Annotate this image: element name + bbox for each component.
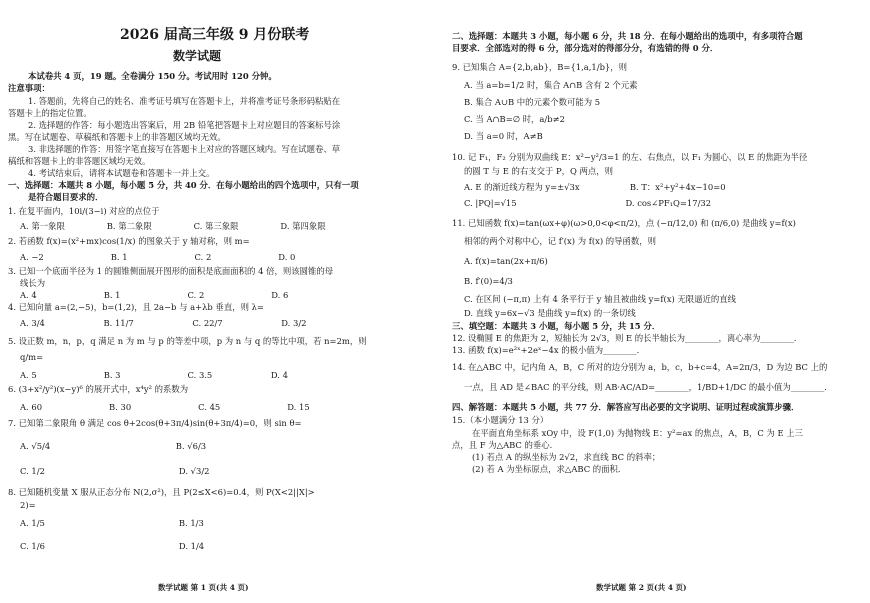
question-10: 10. 记 F₁，F₂ 分别为双曲线 E：x²−y²/3=1 的左、右焦点，以 F₁ 为圆心，以 E 的焦距为半径 (452, 152, 808, 162)
question-10-options-cd: C. |PQ|=√15 D. cos∠PF₁Q=17/32 (464, 198, 712, 208)
question-6-options: A. 60 B. 30 C. 45 D. 15 (20, 402, 310, 412)
question-10-cont: 的圆 T 与 E 的右支交于 P，Q 两点，则 (464, 166, 614, 176)
question-7-options-ab: A. √5/4 B. √6/3 (20, 441, 207, 451)
question-11: 11. 已知函数 f(x)=tan(ωx+φ)(ω>0,0<φ<π/2)，点 (−π/12,0) 和 (π/6,0) 是曲线 y=f(x) (452, 218, 796, 228)
exam-title: 2026 届高三年级 9 月份联考 (120, 27, 310, 43)
question-11-option-b: B. f′(0)=4/3 (464, 276, 513, 286)
question-15-part-1: (1) 若点 A 的纵坐标为 2√2，求直线 BC 的斜率； (472, 452, 661, 462)
question-9-option-d: D. 当 a=0 时，A≠B (464, 131, 543, 141)
question-7-options-cd: C. 1/2 D. √3/2 (20, 466, 210, 476)
question-3-options: A. 4 B. 1 C. 2 D. 6 (20, 290, 289, 300)
question-8-options-ab: A. 1/5 B. 1/3 (20, 518, 204, 528)
question-12: 12. 设椭圆 E 的焦距为 2，短轴长为 2√3，则 E 的长半轴长为________，离心率为________． (452, 333, 803, 343)
question-15: 15.（本小题满分 13 分） (452, 415, 549, 425)
exam-subtitle: 数学试题 (173, 49, 222, 63)
question-10-options-ab: A. E 的渐近线方程为 y=±√3x B. T：x²+y²+4x−10=0 (464, 182, 726, 192)
question-5-cont: q/m= (20, 352, 44, 362)
question-8-options-cd: C. 1/6 D. 1/4 (20, 541, 205, 551)
page-2 (452, 0, 870, 603)
note-line: 3. 非选择题的作答：用签字笔直接写在答题卡上对应的答题区域内。写在试题卷、草 (28, 144, 341, 154)
note-line: 4. 考试结束后，请将本试题卷和答题卡一并上交。 (28, 168, 215, 178)
question-8: 8. 已知随机变量 X 服从正态分布 N(2,σ²)，且 P(2≤X<6)=0.4，则 P(X<2||X|> (8, 487, 315, 497)
question-4-options: A. 3/4 B. 11/7 C. 22/7 D. 3/2 (20, 318, 307, 328)
section-1-heading-cont: 是符合题目要求的． (28, 192, 104, 202)
question-11-option-d: D. 直线 y=6x−√3 是曲线 y=f(x) 的一条切线 (464, 308, 636, 318)
page-footer: 数学试题 第 1 页(共 4 页) (158, 583, 249, 592)
question-5-options: A. 5 B. 3 C. 3.5 D. 4 (20, 370, 288, 380)
question-4: 4. 已知向量 a=(2,−5)，b=(1,2)，且 2a−b 与 a+λb 垂直，则 λ= (8, 302, 264, 312)
question-15-stem-cont: 点，且 F 为△ABC 的垂心． (452, 440, 559, 450)
question-2: 2. 若函数 f(x)=(x²+mx)cos(1/x) 的图象关于 y 轴对称，则 m= (8, 236, 250, 246)
question-9-option-a: A. 当 a=b=1/2 时，集合 A∩B 含有 2 个元素 (464, 80, 638, 90)
question-9-option-b: B. 集合 A∪B 中的元素个数可能为 5 (464, 97, 601, 107)
question-15-part-2: (2) 若 A 为坐标原点，求△ABC 的面积． (472, 464, 627, 474)
section-4-heading: 四、解答题：本题共 5 小题，共 77 分．解答应写出必要的文字说明、证明过程或演算步骤． (452, 402, 800, 412)
question-13: 13. 函数 f(x)=e²ˣ+2eˣ−4x 的极小值为________． (452, 345, 645, 355)
question-9: 9. 已知集合 A={2,b,ab}，B={1,a,1/b}，则 (452, 62, 628, 72)
page-footer: 数学试题 第 2 页(共 4 页) (596, 583, 687, 592)
notes-heading: 注意事项： (8, 83, 50, 93)
question-11-option-a: A. f(x)=tan(2x+π/6) (464, 256, 548, 266)
question-8-cont: 2)= (20, 500, 36, 510)
question-2-options: A. −2 B. 1 C. 2 D. 0 (20, 252, 296, 262)
question-14: 14. 在△ABC 中，记内角 A，B，C 所对的边分别为 a，b，c，b+c=4，A=2π/3，D 为边 BC 上的 (452, 362, 828, 372)
question-9-option-c: C. 当 A∩B=∅ 时，a/b≠2 (464, 114, 565, 124)
note-line: 稿纸和答题卡上的非答题区域均无效。 (8, 156, 151, 166)
note-line: 1. 答题前，先将自己的姓名、准考证号填写在答题卡上，并将准考证号条形码粘贴在 (28, 96, 341, 106)
exam-info: 本试卷共 4 页，19 题。全卷满分 150 分。考试用时 120 分钟。 (28, 71, 277, 81)
section-3-heading: 三、填空题：本题共 3 小题，每小题 5 分，共 15 分． (452, 321, 661, 331)
note-line: 2. 选择题的作答：每小题选出答案后，用 2B 铅笔把答题卡上对应题目的答案标号涂 (28, 120, 341, 130)
question-3-cont: 线长为 (20, 278, 46, 288)
page-1 (8, 0, 428, 603)
question-1-options: A. 第一象限 B. 第二象限 C. 第三象限 D. 第四象限 (20, 221, 326, 231)
question-11-option-c: C. 在区间 (−π,π) 上有 4 条平行于 y 轴且被曲线 y=f(x) 无限逼近的直线 (464, 294, 736, 304)
question-15-stem: 在平面直角坐标系 xOy 中，设 F(1,0) 为抛物线 E：y²=ax 的焦点，A，B，C 为 E 上三 (472, 428, 803, 438)
question-1: 1. 在复平面内，10i/(3−i) 对应的点位于 (8, 206, 160, 216)
section-2-heading: 二、选择题：本题共 3 小题，每小题 6 分，共 18 分．在每小题给出的选项中，有多项符合题 (452, 31, 803, 41)
question-7: 7. 已知第二象限角 θ 满足 cos θ+2cos(θ+3π/4)sin(θ+3π/4)=0，则 sin θ= (8, 418, 302, 428)
question-6: 6. (3+x²/y²)(x−y)⁶ 的展开式中，x⁴y² 的系数为 (8, 384, 189, 394)
section-2-heading-cont: 目要求．全部选对的得 6 分，部分选对的得部分分，有选错的得 0 分． (452, 43, 719, 53)
question-14-cont: 一点，且 AD 是∠BAC 的平分线，则 AB·AC/AD=________，1/BD+1/DC 的最小值为________． (464, 382, 833, 392)
question-11-cont: 相邻的两个对称中心，记 f′(x) 为 f(x) 的导函数，则 (464, 236, 657, 246)
section-1-heading: 一、选择题：本题共 8 小题，每小题 5 分，共 40 分．在每小题给出的四个选项中，只有一项 (8, 180, 359, 190)
note-line: 答题卡上的指定位置。 (8, 108, 92, 118)
question-5: 5. 设正数 m，n，p，q 满足 n 为 m 与 p 的等差中项，p 为 n 与 q 的等比中项，若 n=2m，则 (8, 336, 367, 346)
note-line: 黑。写在试题卷、草稿纸和答题卡上的非答题区域均无效。 (8, 132, 226, 142)
question-3: 3. 已知一个底面半径为 1 的圆锥侧面展开图形的面积是底面面积的 4 倍，则该圆锥的母 (8, 266, 334, 276)
